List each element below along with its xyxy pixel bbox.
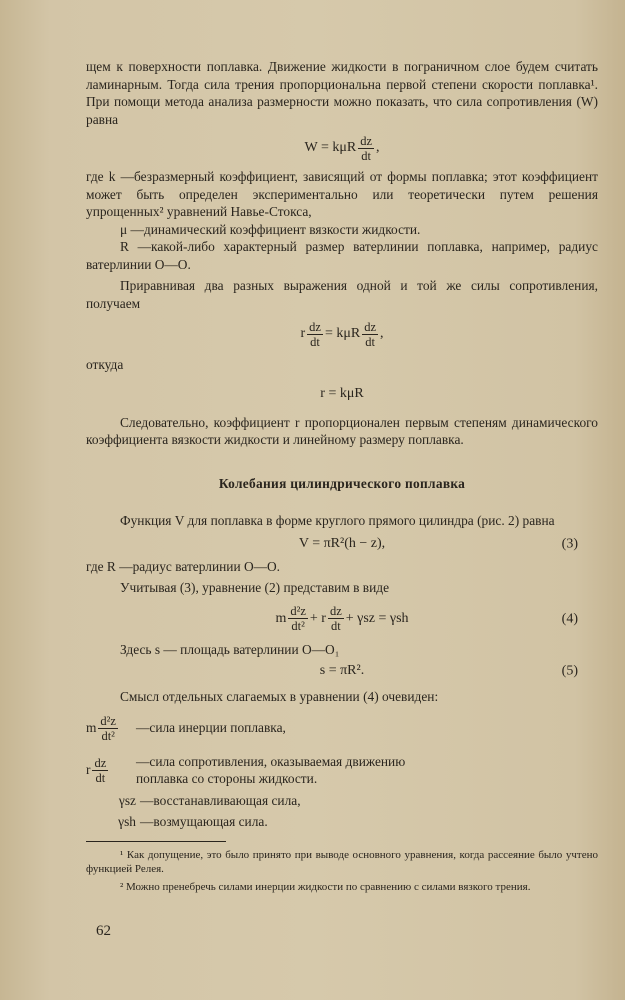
fraction [98, 714, 118, 743]
numerator: dz [309, 319, 321, 334]
equation-part: , [376, 140, 380, 156]
paragraph: Следовательно, коэффициент r пропорционален первым степеням динамического коэффициента вязкости жидкости и линейному размеру поплавка. [86, 414, 598, 447]
fraction [307, 320, 323, 349]
equation-part: m [275, 610, 287, 626]
paragraph: Учитывая (3), уравнение (2) представим в виде [120, 580, 390, 595]
equation-part: + γsz = γsh [345, 610, 409, 626]
equation-5 [86, 658, 598, 684]
fraction [362, 320, 378, 349]
term-symbol: γsh [118, 814, 136, 829]
paragraph: Смысл отдельных слагаемых в уравнении (4) очевиден: [120, 689, 439, 704]
denominator: dt² [101, 728, 115, 743]
numerator: dz [329, 604, 342, 618]
paragraph: Здесь s — площадь ватерлинии O—O₁ [120, 641, 340, 657]
footnotes [86, 848, 598, 894]
footnote-divider [86, 841, 226, 842]
term-description: —восстанавливающая сила, [140, 792, 301, 808]
equation-number: (3) [561, 535, 578, 551]
paragraph: где R —радиус ватерлинии O—O. [86, 558, 281, 574]
term-prefix: m [86, 720, 97, 736]
term-row [86, 813, 598, 831]
numerator: dz [94, 755, 107, 770]
equation-part: = kμR [324, 326, 361, 342]
equation-4 [86, 597, 598, 641]
equation-part: V = πR²(h − z), [298, 535, 386, 551]
equation-part: r = kμR [320, 385, 364, 401]
equation-part: r [300, 326, 306, 342]
term-row [86, 753, 598, 788]
term-row [86, 792, 598, 810]
paragraph: μ —динамический коэффициент вязкости жидкости. [120, 221, 421, 237]
fraction [288, 604, 308, 633]
denominator: dt [361, 148, 371, 163]
equation-equality [86, 312, 598, 356]
equation-3 [86, 530, 598, 558]
term-prefix: r [86, 762, 91, 778]
denominator: dt [95, 770, 106, 785]
term-symbol [86, 714, 136, 743]
page-content [86, 58, 598, 894]
equation-part: + r [309, 610, 326, 626]
equation-number: (5) [561, 663, 578, 679]
numerator: dz [360, 133, 372, 148]
paragraph: где k —безразмерный коэффициент, зависящий от формы поплавка; этот коэффициент может быть определен экспериментально или теоретически путем решения упрощенных² уравнений Навье-Стокса, [86, 169, 598, 219]
fraction [358, 134, 374, 163]
numerator: d²z [290, 604, 306, 618]
denominator: dt² [291, 619, 305, 633]
equation-part: s = πR². [319, 663, 365, 679]
term-description: —сила инерции поплавка, [136, 720, 286, 736]
equation-number: (4) [561, 610, 578, 626]
term-symbol [86, 756, 136, 785]
footnote: ¹ Как допущение, это было принято при выводе основного уравнения, когда рассеяние было учтено функцией Релея. [86, 848, 598, 875]
term-row [86, 714, 598, 743]
term-description: —возмущающая сила. [140, 814, 268, 829]
paragraph: откуда [86, 357, 124, 372]
equation-r [86, 374, 598, 414]
page-number: 62 [96, 923, 111, 939]
equation-w [86, 128, 598, 168]
fraction [328, 604, 344, 633]
term-symbol: γsz [118, 792, 136, 808]
fraction [92, 756, 108, 785]
footnote: ² Можно пренебречь силами инерции жидкости по сравнению с силами вязкого трения. [120, 880, 531, 893]
numerator: d²z [100, 713, 116, 728]
paragraph: R —какой-либо характерный размер ватерлинии поплавка, например, радиус ватерлинии O—O. [86, 239, 598, 272]
paragraph: Приравнивая два разных выражения одной и той же силы сопротивления, получаем [86, 278, 598, 311]
numerator: dz [364, 319, 377, 334]
term-description: —сила сопротивления, оказываемая движению поплавка со стороны жидкости. [136, 753, 406, 786]
denominator: dt [365, 334, 375, 349]
denominator: dt [330, 619, 341, 633]
denominator: dt [310, 334, 320, 349]
paragraph: Функция V для поплавка в форме круглого прямого цилиндра (рис. 2) равна [120, 513, 555, 528]
equation-part: W = kμR [304, 140, 357, 156]
section-heading: Колебания цилиндрического поплавка [218, 475, 466, 491]
paragraph: щем к поверхности поплавка. Движение жидкости в пограничном слое будем считать ламинарным. Тогда сила трения пропорциональна первой степени скорости поплавка¹. При помощи метода анализа размерности можно показать, что сила сопротивления (W) равна [86, 59, 598, 127]
equation-part: , [380, 326, 384, 342]
